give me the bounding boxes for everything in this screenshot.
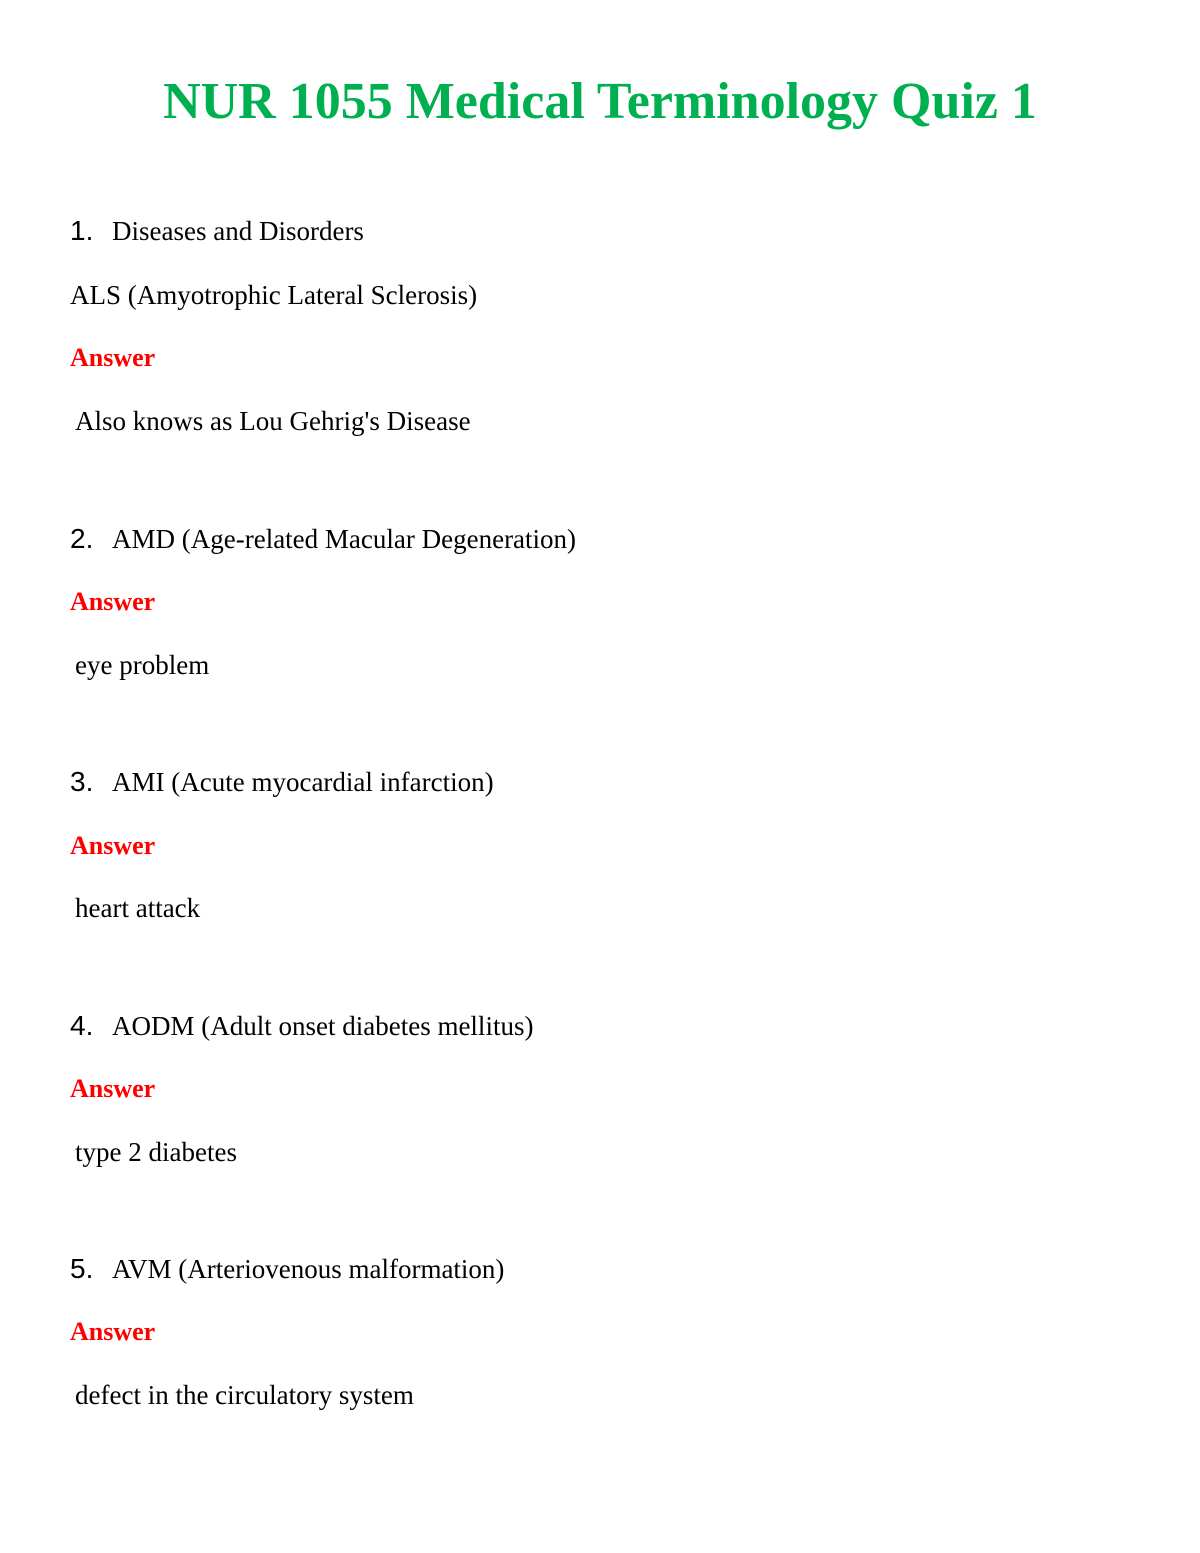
question-heading: [70, 522, 576, 556]
question-number: 5.: [70, 1253, 94, 1284]
question-heading: [70, 765, 494, 799]
question-text: AMD (Age-related Macular Degeneration): [112, 524, 577, 554]
question-heading: [70, 1252, 504, 1286]
question-term: ALS (Amyotrophic Lateral Sclerosis): [70, 280, 478, 310]
page-title: NUR 1055 Medical Terminology Quiz 1: [163, 73, 1037, 130]
answer-label: Answer: [70, 831, 156, 860]
answer-text: defect in the circulatory system: [75, 1380, 414, 1410]
question-number: 1.: [70, 215, 94, 246]
answer-text: Also knows as Lou Gehrig's Disease: [75, 406, 471, 436]
question-heading: [70, 1009, 533, 1043]
question-text: AODM (Adult onset diabetes mellitus): [112, 1011, 534, 1041]
question-number: 2.: [70, 523, 94, 554]
answer-label: Answer: [70, 1074, 156, 1103]
answer-text: heart attack: [75, 893, 201, 923]
question-number: 3.: [70, 766, 94, 797]
question-heading: [70, 214, 364, 248]
question-text: Diseases and Disorders: [112, 216, 364, 246]
question-number: 4.: [70, 1010, 94, 1041]
answer-label: Answer: [70, 587, 156, 616]
answer-text: type 2 diabetes: [75, 1137, 237, 1167]
question-text: AVM (Arteriovenous malformation): [112, 1254, 505, 1284]
answer-text: eye problem: [75, 650, 210, 680]
answer-label: Answer: [70, 1317, 156, 1346]
answer-label: Answer: [70, 343, 156, 372]
question-text: AMI (Acute myocardial infarction): [112, 767, 494, 797]
